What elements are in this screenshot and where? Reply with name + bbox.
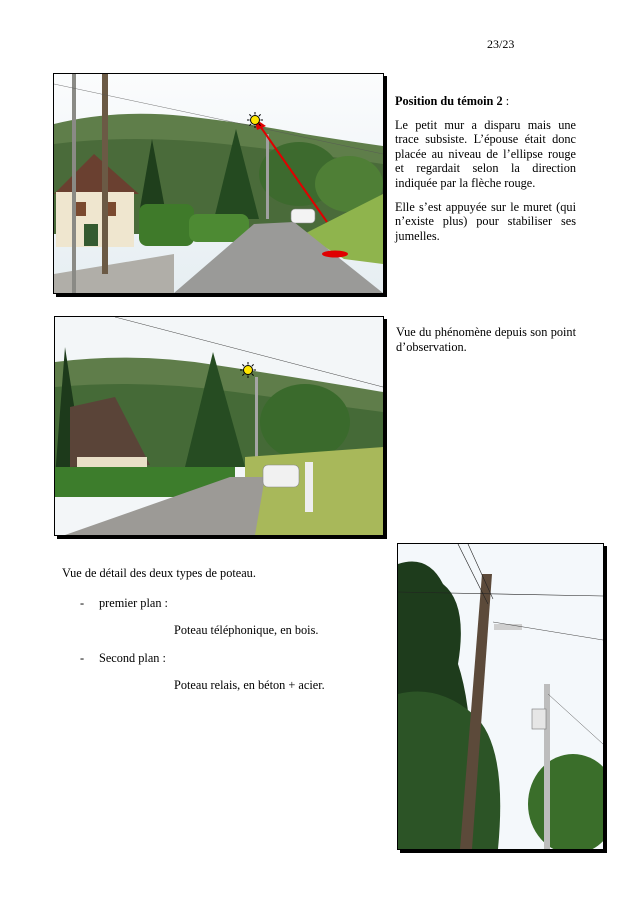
page-number: 23/23 bbox=[487, 37, 515, 51]
phenomenon-view-caption bbox=[396, 325, 576, 363]
photo-road-witness-position bbox=[53, 73, 384, 294]
list-item-label: premier plan : bbox=[99, 596, 168, 610]
list-item-dash: - bbox=[80, 596, 85, 610]
photo-view-from-observation-point bbox=[54, 316, 384, 536]
caption-text: Vue du phénomène depuis son point d’observation. bbox=[396, 325, 576, 354]
pole-detail-intro: Vue de détail des deux types de poteau. bbox=[62, 566, 256, 580]
list-item-label: Second plan : bbox=[99, 651, 166, 665]
red-ellipse-marker bbox=[322, 251, 348, 258]
list-item-description: Poteau téléphonique, en bois. bbox=[174, 623, 319, 637]
paragraph-2: Elle s’est appuyée sur le muret (qui n’existe plus) pour stabiliser ses jumelles. bbox=[395, 199, 576, 243]
photo-pole-detail bbox=[397, 543, 604, 850]
section-title: Position du témoin 2 bbox=[395, 94, 503, 108]
section-title-colon: : bbox=[502, 94, 510, 108]
list-item-dash: - bbox=[80, 651, 85, 665]
witness-position-text bbox=[395, 94, 576, 252]
paragraph-1: Le petit mur a disparu mais une trace subsiste. L’épouse était donc placée au niveau de l’ellipse rouge et regardait selon la direction indiquée par la flèche rouge. bbox=[395, 117, 576, 190]
list-item-description: Poteau relais, en béton + acier. bbox=[174, 678, 325, 692]
